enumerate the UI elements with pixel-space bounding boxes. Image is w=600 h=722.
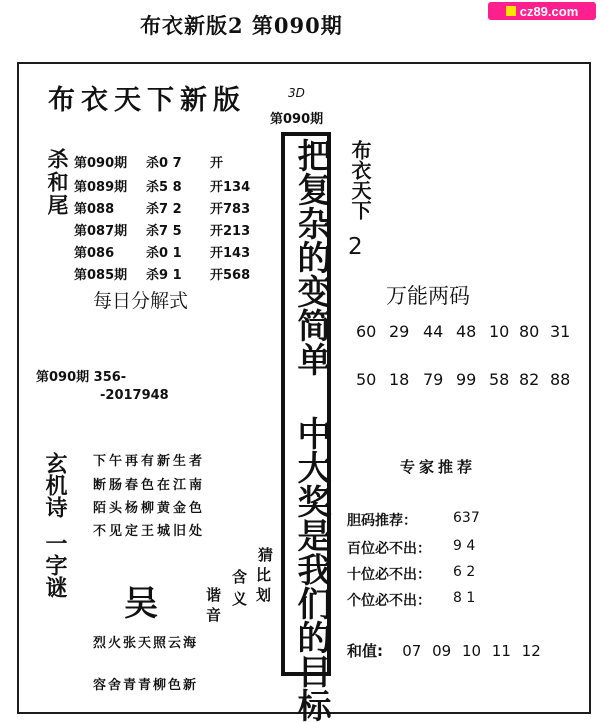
poem-line: 不见定王城旧处 <box>93 524 206 539</box>
history-open: 开134 <box>210 180 251 195</box>
site-name: cz89.com <box>519 3 579 19</box>
wanneng-number: 99 <box>456 370 477 389</box>
poem2-line: 容舍青青柳色新 <box>93 678 199 693</box>
hint-char: 猜 <box>258 546 274 564</box>
pred-value: 9 4 <box>453 538 476 554</box>
wanneng-number: 79 <box>423 370 444 389</box>
history-row <box>74 264 284 284</box>
history-row <box>74 220 284 240</box>
wanneng-number: 58 <box>489 370 510 389</box>
tag-3d: 3D <box>288 86 305 100</box>
history-row <box>74 242 284 262</box>
wanneng-number: 18 <box>389 370 410 389</box>
pred-row <box>347 510 577 530</box>
history-open: 开568 <box>210 268 251 283</box>
wanneng-number: 50 <box>356 370 377 389</box>
wanneng-number: 31 <box>550 322 571 341</box>
sum-label: 和值: <box>347 642 383 660</box>
hint-char: 含 <box>232 568 248 586</box>
history-kill: 杀0 1 <box>146 246 182 261</box>
history-kill: 杀5 8 <box>146 180 182 195</box>
yizimi-label: 一字谜 <box>42 532 68 598</box>
history-issue: 第086 <box>74 246 115 261</box>
hint-char: 比 <box>256 566 272 584</box>
pred-row <box>347 538 577 558</box>
hint-char: 音 <box>206 606 222 624</box>
wanneng-number: 48 <box>456 322 477 341</box>
issue-tag: 第090期 <box>270 112 324 127</box>
sum-values: 07 09 10 11 12 <box>402 642 541 660</box>
page-title: 布衣新版2 第090期 <box>140 13 343 38</box>
history-row <box>74 152 284 172</box>
pred-label: 胆码推荐： <box>347 513 417 529</box>
daily-formula-label: 每日分解式 <box>93 290 189 312</box>
history-issue: 第089期 <box>74 180 128 195</box>
wanneng-row-2 <box>356 370 586 392</box>
wanneng-number: 44 <box>423 322 444 341</box>
sha-label: 杀和尾 <box>45 148 70 217</box>
pred-row <box>347 564 577 584</box>
poster-title: 布衣天下新版 <box>48 85 246 116</box>
pred-row <box>347 590 577 610</box>
hint-char: 义 <box>232 590 248 608</box>
history-issue: 第088 <box>74 202 115 217</box>
wanneng-number: 88 <box>550 370 571 389</box>
wanneng-number: 60 <box>356 322 377 341</box>
history-kill: 杀0 7 <box>146 156 182 171</box>
prediction-line-1: 第090期 356- <box>36 370 127 385</box>
sum-row <box>347 640 541 661</box>
hint-char: 划 <box>256 586 272 604</box>
history-kill: 杀7 2 <box>146 202 182 217</box>
wanneng-number: 82 <box>519 370 540 389</box>
history-issue: 第085期 <box>74 268 128 283</box>
prediction-line-2: -2017948 <box>100 388 169 403</box>
wanneng-number: 80 <box>519 322 540 341</box>
history-row <box>74 198 284 218</box>
pred-value: 8 1 <box>453 590 476 606</box>
poem-line: 断肠春色在江南 <box>93 478 206 493</box>
pred-value: 6 2 <box>453 564 476 580</box>
right-title-number: 2 <box>348 234 363 260</box>
history-issue: 第087期 <box>74 224 128 239</box>
poem-line: 陌头杨柳黄金色 <box>93 501 206 516</box>
pred-label: 个位必不出： <box>347 593 431 609</box>
history-open: 开143 <box>210 246 251 261</box>
riddle-char: 吴 <box>124 584 158 624</box>
wanneng-number: 29 <box>389 322 410 341</box>
history-row <box>74 176 284 196</box>
history-kill: 杀9 1 <box>146 268 182 283</box>
site-logo-badge[interactable] <box>488 2 596 20</box>
poem-line: 下午再有新生者 <box>93 454 206 469</box>
slogan-text: 把复杂的变简单 中大奖是我们的目标 <box>291 138 331 722</box>
right-title: 布衣天下 <box>348 140 372 220</box>
history-open: 开 <box>210 156 224 171</box>
wanneng-row-1 <box>356 322 586 344</box>
xuanji-label: 玄机诗 <box>42 452 68 518</box>
expert-title: 专家推荐 <box>400 458 477 476</box>
history-kill: 杀7 5 <box>146 224 182 239</box>
pred-label: 百位必不出： <box>347 541 431 557</box>
logo-square-icon <box>506 6 516 16</box>
wanneng-number: 10 <box>489 322 510 341</box>
history-issue: 第090期 <box>74 156 128 171</box>
wanneng-title: 万能两码 <box>386 284 470 308</box>
hint-char: 谐 <box>206 586 222 604</box>
pred-value: 637 <box>453 510 480 526</box>
history-open: 开213 <box>210 224 251 239</box>
pred-label: 十位必不出： <box>347 567 431 583</box>
history-open: 开783 <box>210 202 251 217</box>
poem2-line: 烈火张天照云海 <box>93 636 199 651</box>
